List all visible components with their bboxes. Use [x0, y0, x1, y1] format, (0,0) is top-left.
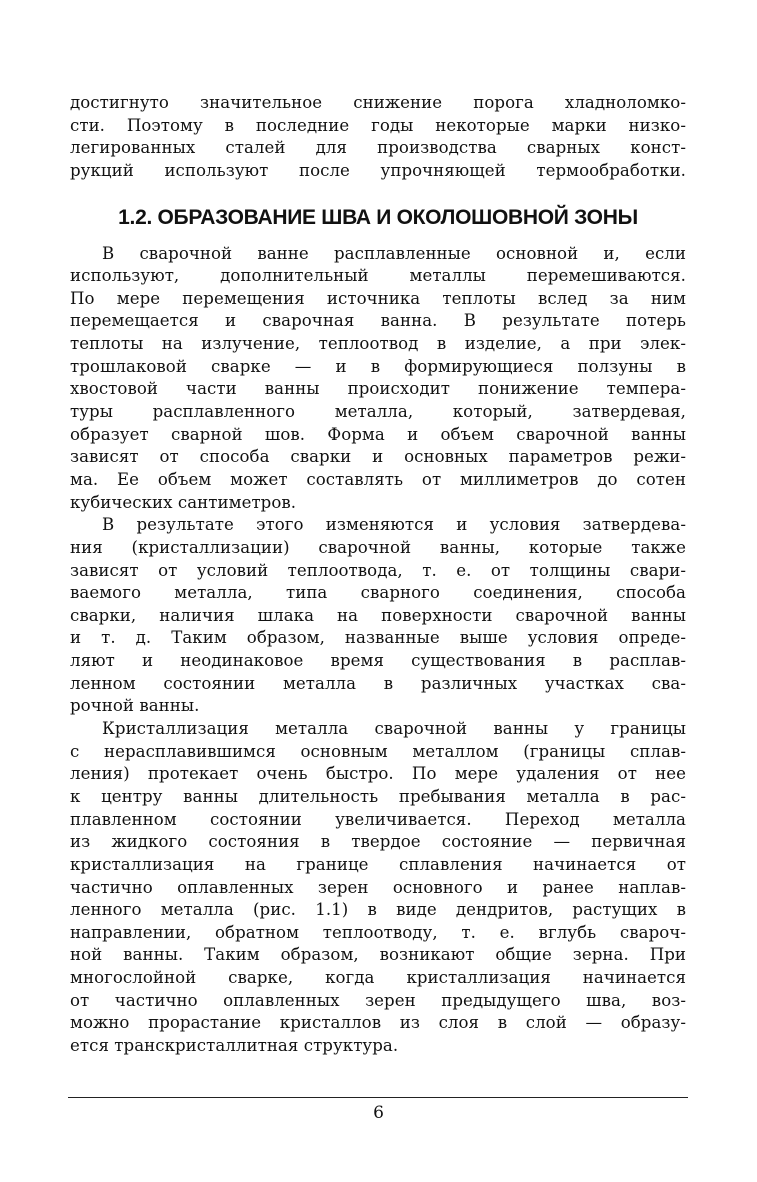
text-line: сварки, наличия шлака на поверхности сварочной ванны	[70, 605, 686, 625]
text-line: ляют и неодинаковое время существования в расплав-	[70, 651, 686, 671]
text-line: ния (кристаллизации) сварочной ванны, которые также	[70, 537, 686, 557]
text-line: частично оплавленных зерен основного и ранее наплав-	[70, 877, 686, 897]
text-line: используют, дополнительный металлы перемешиваются.	[70, 266, 686, 286]
section-heading: 1.2. ОБРАЗОВАНИЕ ШВА И ОКОЛОШОВНОЙ ЗОНЫ	[118, 205, 638, 229]
text-line: ленном состоянии металла в различных участках сва-	[70, 673, 686, 693]
text-line: рукций используют после упрочняющей термообработки.	[70, 160, 686, 180]
text-line: хвостовой части ванны происходит понижение темпера-	[70, 379, 686, 399]
text-line: зависят от условий теплоотвода, т. е. от толщины свари-	[70, 560, 686, 580]
text-line: туры расплавленного металла, который, затвердевая,	[70, 402, 686, 422]
text-line: легированных сталей для производства сварных конст-	[70, 138, 686, 158]
text-line: рочной ванны.	[70, 696, 200, 716]
text-line: перемещается и сварочная ванна. В результате потерь	[70, 311, 686, 331]
text-line: кристаллизация на границе сплавления начинается от	[70, 854, 686, 874]
intro-paragraph	[70, 92, 686, 183]
text-line: сти. Поэтому в последние годы некоторые марки низко-	[70, 115, 686, 135]
text-line: кубических сантиметров.	[70, 492, 297, 512]
text-line: достигнуто значительное снижение порога хладноломко-	[70, 93, 686, 112]
text-line: ваемого металла, типа сварного соединения, способа	[70, 583, 686, 603]
text-line: многослойной сварке, когда кристаллизация начинается	[70, 968, 686, 988]
text-line: ления) протекает очень быстро. По мере удаления от нее	[70, 764, 686, 784]
text-line: По мере перемещения источника теплоты вслед за ним	[70, 288, 686, 308]
text-line: ленного металла (рис. 1.1) в виде дендритов, растущих в	[70, 900, 686, 920]
paragraph-3	[70, 718, 686, 1058]
text-line: теплоты на излучение, теплоотвод в изделие, а при элек-	[70, 334, 686, 354]
page-number: 6	[373, 1103, 384, 1123]
text-line: Кристаллизация металла сварочной ванны у границы	[102, 719, 686, 739]
page-body	[70, 92, 686, 1058]
text-line: образует сварной шов. Форма и объем сварочной ванны	[70, 424, 686, 444]
text-line: В результате этого изменяются и условия затвердева-	[102, 515, 686, 535]
text-line: ется транскристаллитная структура.	[70, 1035, 399, 1055]
text-line: из жидкого состояния в твердое состояние — первичная	[70, 832, 686, 852]
text-line: ной ванны. Таким образом, возникают общие зерна. При	[70, 945, 686, 965]
text-line: направлении, обратном теплоотводу, т. е. вглубь свароч-	[70, 922, 686, 942]
text-line: плавленном состоянии увеличивается. Переход металла	[70, 809, 686, 829]
text-line: с нерасплавившимся основным металлом (границы сплав-	[70, 741, 686, 761]
footer-divider	[68, 1097, 688, 1098]
paragraph-2	[70, 514, 686, 718]
text-line: В сварочной ванне расплавленные основной и, если	[102, 243, 686, 263]
text-line: и т. д. Таким образом, названные выше условия опреде-	[70, 628, 686, 648]
text-line: зависят от способа сварки и основных параметров режи-	[70, 447, 686, 467]
text-line: можно прорастание кристаллов из слоя в слой — образу-	[70, 1013, 686, 1033]
paragraph-1	[70, 243, 686, 515]
text-line: ма. Ее объем может составлять от миллиметров до сотен	[70, 469, 686, 489]
text-line: к центру ванны длительность пребывания металла в рас-	[70, 786, 686, 806]
text-line: от частично оплавленных зерен предыдущего шва, воз-	[70, 990, 686, 1010]
text-line: трошлаковой сварке — и в формирующиеся ползуны в	[70, 356, 686, 376]
